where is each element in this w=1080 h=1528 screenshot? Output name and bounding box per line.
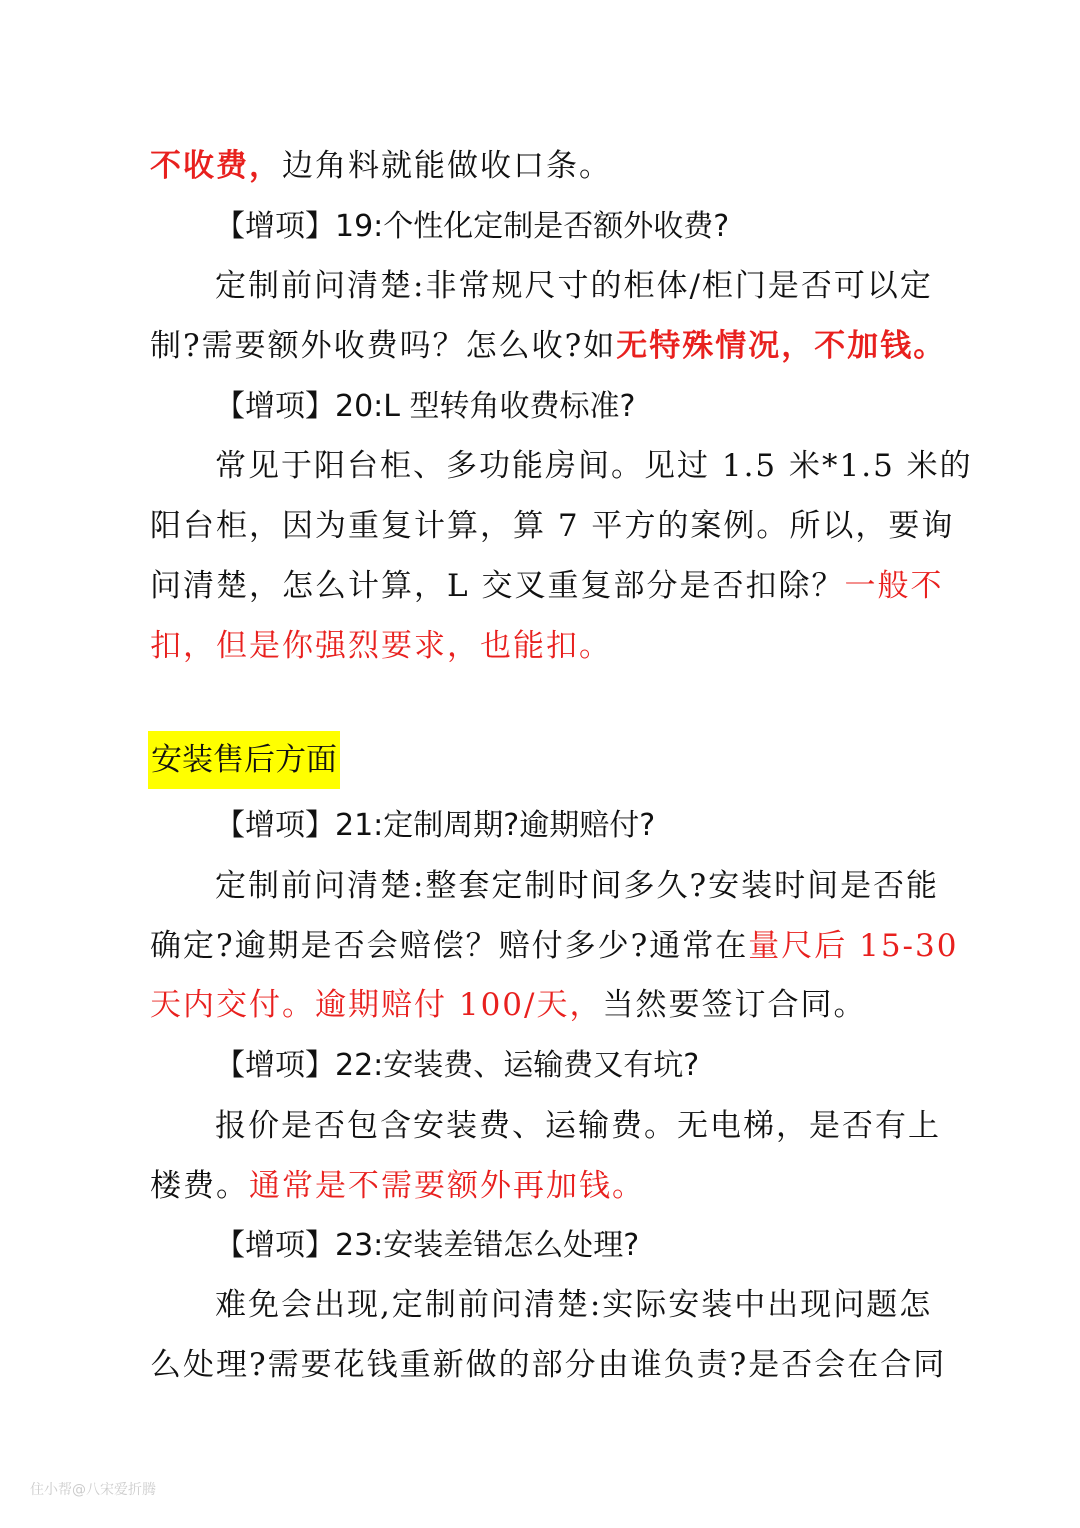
body-line (150, 1166, 1080, 1206)
red-text: 扣，但是你强烈要求，也能扣。 (150, 628, 612, 664)
body-text: 常见于阳台柜、多功能房间。见过 1.5 米*1.5 米的 (215, 448, 973, 484)
heading-text: 【增项】23:安装差错怎么处理? (215, 1228, 640, 1263)
item-heading-23 (215, 1226, 1080, 1266)
item-heading-21 (215, 806, 1080, 846)
heading-text: 【增项】21:定制周期?逾期赔付? (215, 808, 656, 843)
item-heading-20 (215, 387, 1080, 427)
body-line (150, 626, 1080, 666)
body-line (150, 506, 1080, 546)
body-line (215, 1285, 1080, 1325)
body-line (215, 866, 1080, 906)
item-heading-19 (215, 207, 1080, 247)
body-text: 难免会出现,定制前问清楚:实际安装中出现问题怎 (215, 1287, 933, 1323)
body-text: 楼费。 (150, 1168, 249, 1204)
body-line (215, 446, 1080, 486)
body-text: 问清楚，怎么计算，L 交叉重复部分是否扣除？ (150, 568, 845, 604)
body-text: 边角料就能做收口条。 (282, 148, 612, 184)
body-text: 定制前问清楚:整套定制时间多久?安装时间是否能 (215, 868, 940, 904)
body-line (150, 926, 1080, 966)
red-text: 无特殊情况，不加钱。 (616, 328, 947, 364)
heading-text: 【增项】19:个性化定制是否额外收费? (215, 209, 730, 244)
section-title: 安装售后方面 (148, 731, 340, 789)
body-line (150, 146, 1080, 186)
body-text: 阳台柜，因为重复计算，算 7 平方的案例。所以，要询 (150, 508, 955, 544)
body-line (150, 566, 1080, 606)
body-line (215, 266, 1080, 306)
body-line (150, 1345, 1080, 1385)
body-line (150, 985, 1080, 1025)
heading-text: 【增项】20:L 型转角收费标准? (215, 389, 636, 424)
body-text: 确定?逾期是否会赔偿？赔付多少?通常在 (150, 928, 749, 964)
body-line (150, 326, 1080, 366)
body-text: 当然要签订合同。 (602, 987, 867, 1023)
red-text: 通常是不需要额外再加钱。 (249, 1168, 645, 1204)
item-heading-22 (215, 1046, 1080, 1086)
red-text: 量尺后 15-30 (748, 928, 959, 964)
body-text: 制?需要额外收费吗？怎么收?如 (150, 328, 617, 364)
body-line (215, 1106, 1080, 1146)
heading-text: 【增项】22:安装费、运输费又有坑? (215, 1048, 700, 1083)
watermark: 住小帮@八宋爱折腾 (30, 1482, 156, 1498)
red-text: 天内交付。逾期赔付 100/天， (150, 987, 603, 1023)
body-text: 定制前问清楚:非常规尺寸的柜体/柜门是否可以定 (215, 268, 933, 304)
body-text: 报价是否包含安装费、运输费。无电梯，是否有上 (215, 1108, 941, 1144)
red-text: 不收费， (150, 148, 282, 184)
red-text: 一般不 (844, 568, 944, 604)
body-text: 么处理?需要花钱重新做的部分由谁负责?是否会在合同 (150, 1347, 947, 1383)
